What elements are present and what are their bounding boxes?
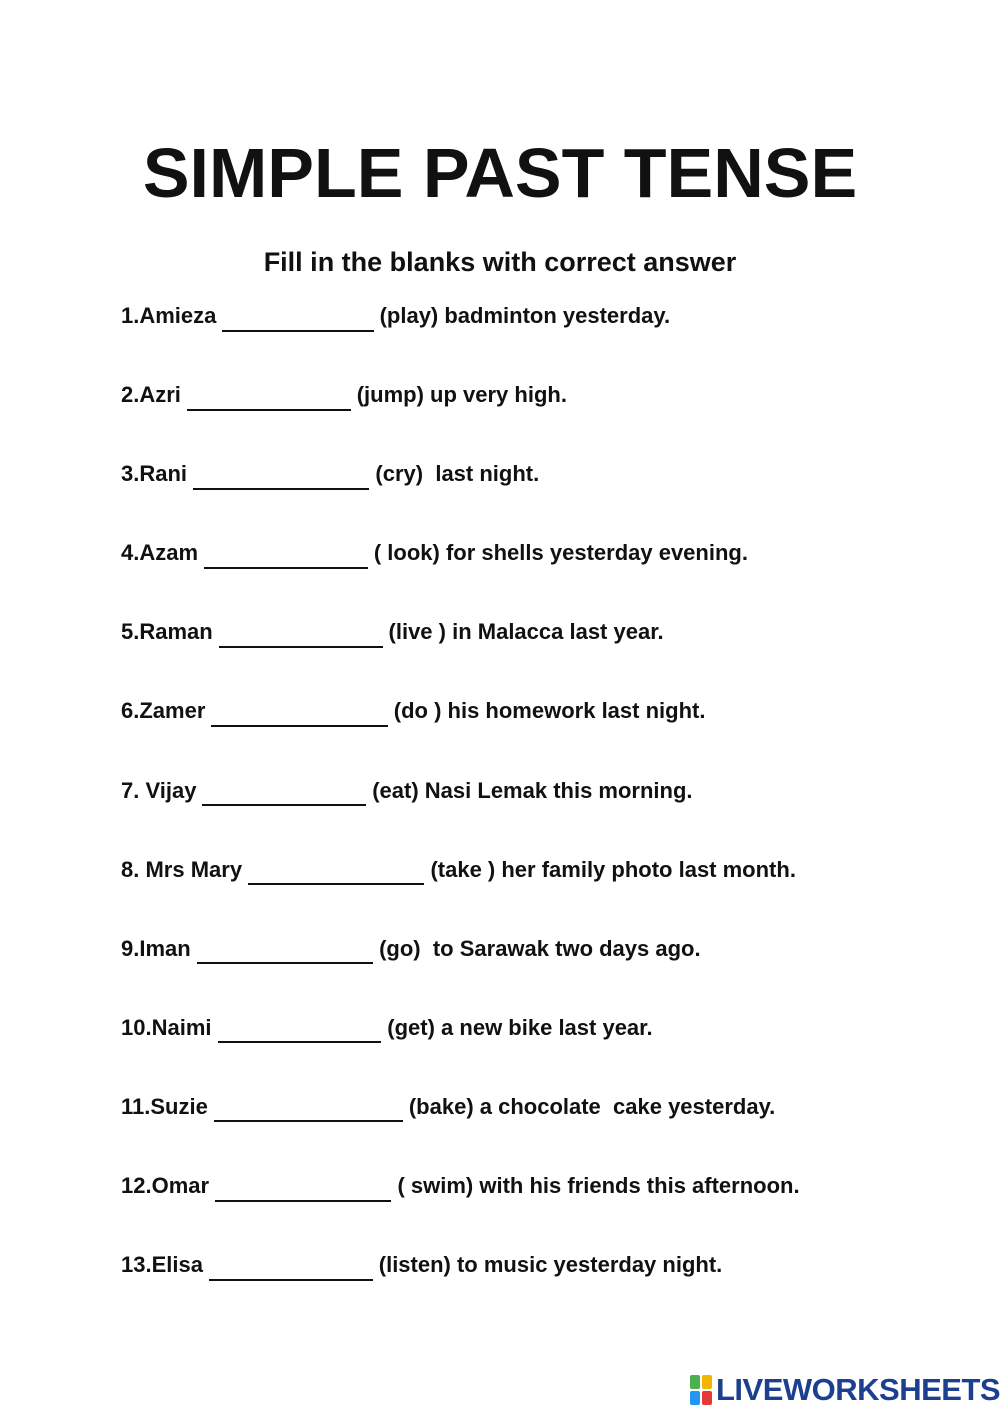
question-suffix: (do ) his homework last night. — [393, 698, 706, 724]
question-item — [121, 1008, 941, 1087]
question-prefix: 11.Suzie — [121, 1093, 208, 1119]
question-prefix: 13.Elisa — [121, 1252, 203, 1278]
logo-square-green — [690, 1375, 700, 1389]
question-suffix: (go) to Sarawak two days ago. — [379, 935, 701, 961]
logo-square-red — [702, 1391, 712, 1405]
question-item — [121, 533, 941, 612]
question-item — [121, 612, 941, 691]
question-suffix: (bake) a chocolate cake yesterday. — [408, 1093, 776, 1119]
question-list — [121, 296, 941, 1324]
question-suffix: (listen) to music yesterday night. — [378, 1252, 723, 1278]
liveworksheets-logo-icon — [690, 1375, 712, 1405]
question-item — [121, 1245, 941, 1324]
question-suffix: (take ) her family photo last month. — [430, 856, 796, 882]
answer-input[interactable] — [197, 938, 373, 964]
question-suffix: (jump) up very high. — [356, 382, 567, 408]
question-item — [121, 296, 941, 375]
question-suffix: (get) a new bike last year. — [387, 1014, 653, 1040]
question-suffix: (eat) Nasi Lemak this morning. — [372, 777, 693, 803]
question-item — [121, 375, 941, 454]
question-item — [121, 850, 941, 929]
answer-input[interactable] — [219, 622, 383, 648]
question-item — [121, 1087, 941, 1166]
logo-square-yellow — [702, 1375, 712, 1389]
question-item — [121, 1166, 941, 1245]
answer-input[interactable] — [218, 1017, 382, 1043]
liveworksheets-logo — [690, 1372, 1000, 1408]
question-prefix: 2.Azri — [121, 382, 181, 408]
question-prefix: 8. Mrs Mary — [121, 856, 243, 882]
answer-input[interactable] — [214, 1096, 403, 1122]
answer-input[interactable] — [211, 701, 387, 727]
question-prefix: 7. Vijay — [121, 777, 197, 803]
question-prefix: 12.Omar — [121, 1173, 210, 1199]
question-suffix: (play) badminton yesterday. — [379, 303, 671, 328]
instructions: Fill in the blanks with correct answer — [263, 247, 737, 277]
question-prefix: 3.Rani — [121, 461, 188, 487]
logo-square-blue — [690, 1391, 700, 1405]
question-item — [121, 691, 941, 770]
question-prefix: 6.Zamer — [121, 698, 206, 724]
question-prefix: 9.Iman — [121, 935, 191, 961]
question-suffix: (live ) in Malacca last year. — [388, 619, 664, 645]
page-title: SIMPLE PAST TENSE — [142, 134, 858, 212]
question-prefix: 1.Amieza — [121, 303, 217, 328]
answer-input[interactable] — [222, 306, 373, 332]
answer-input[interactable] — [204, 543, 368, 569]
question-item — [121, 929, 941, 1008]
answer-input[interactable] — [193, 464, 369, 490]
question-item — [121, 454, 941, 533]
answer-input[interactable] — [215, 1176, 391, 1202]
answer-input[interactable] — [202, 780, 366, 806]
answer-input[interactable] — [248, 859, 424, 885]
question-suffix: ( swim) with his friends this afternoon. — [397, 1173, 800, 1199]
question-suffix: (cry) last night. — [375, 461, 540, 487]
question-prefix: 10.Naimi — [121, 1014, 212, 1040]
question-suffix: ( look) for shells yesterday evening. — [373, 540, 748, 566]
question-prefix: 4.Azam — [121, 540, 199, 566]
logo-text: LIVEWORKSHEETS — [716, 1372, 1000, 1407]
question-prefix: 5.Raman — [121, 619, 213, 645]
answer-input[interactable] — [187, 385, 351, 411]
question-item — [121, 771, 941, 850]
answer-input[interactable] — [209, 1255, 373, 1281]
